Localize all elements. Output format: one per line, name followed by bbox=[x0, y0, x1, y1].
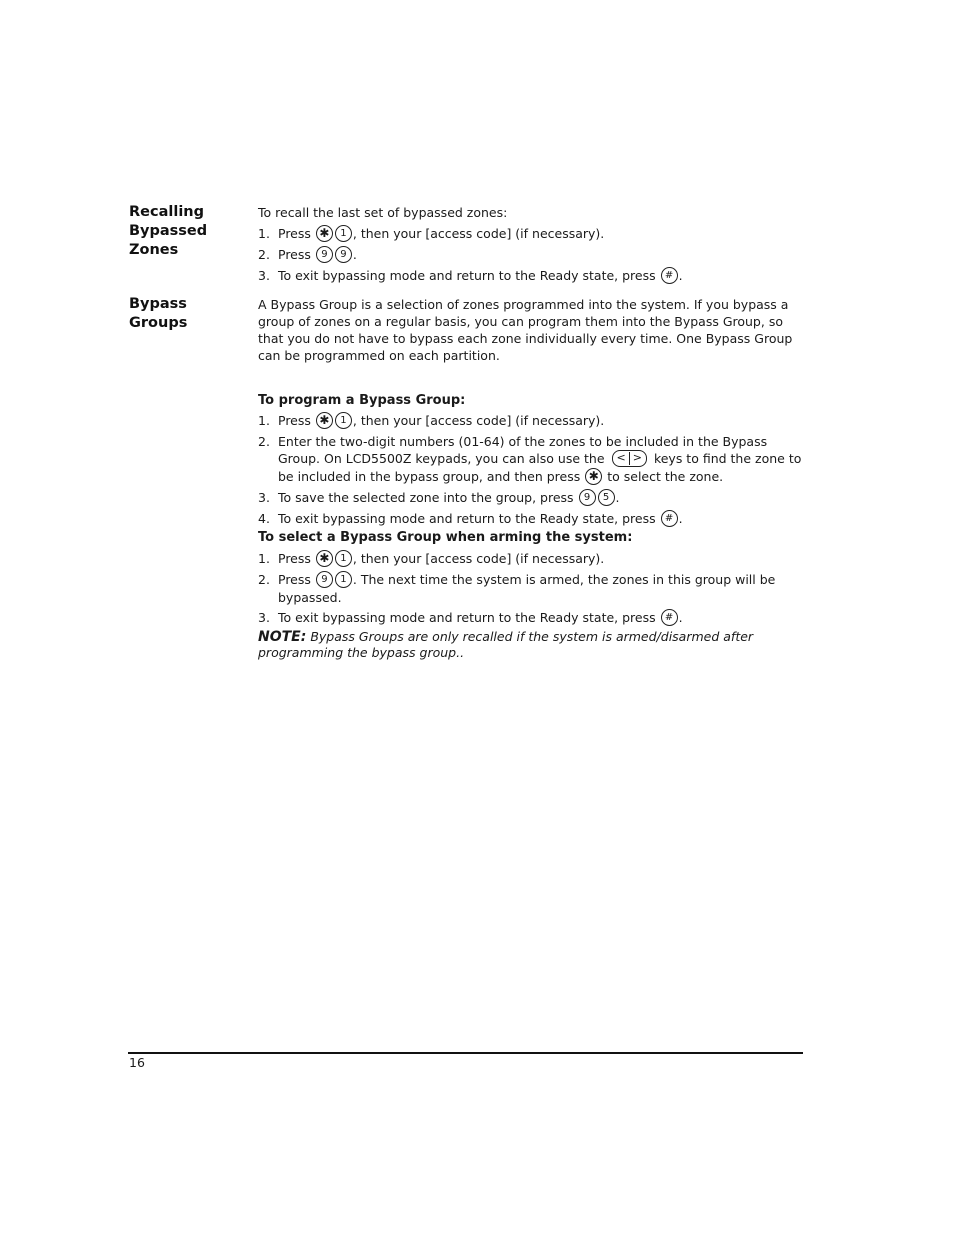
step-text: . bbox=[678, 268, 683, 283]
nine-key-icon: 9 bbox=[579, 489, 596, 506]
step-text: . bbox=[615, 490, 620, 505]
step-text: , then your [access code] (if necessary). bbox=[352, 551, 605, 566]
heading-line: Zones bbox=[129, 242, 179, 258]
bypass-groups-description bbox=[258, 296, 803, 364]
star-key-icon: ✱ bbox=[585, 468, 602, 485]
note-text: Bypass Groups are only recalled if the system is armed/disarmed after programming the bypass group.. bbox=[258, 629, 754, 660]
one-key-icon: 1 bbox=[335, 412, 352, 429]
list-item bbox=[258, 433, 803, 486]
recalling-content bbox=[258, 204, 803, 288]
step-number: 1. bbox=[258, 226, 270, 241]
one-key-icon: 1 bbox=[335, 550, 352, 567]
right-arrow-icon: > bbox=[632, 451, 642, 464]
step-text: . bbox=[352, 247, 357, 262]
list-item bbox=[258, 267, 803, 285]
recalling-intro: To recall the last set of bypassed zones: bbox=[258, 205, 508, 220]
step-number: 3. bbox=[258, 490, 270, 505]
left-arrow-icon: < bbox=[616, 451, 626, 464]
select-group-steps bbox=[258, 550, 803, 627]
select-group-heading: To select a Bypass Group when arming the system: bbox=[258, 530, 633, 545]
program-group-content bbox=[258, 412, 803, 531]
footer-divider bbox=[128, 1052, 803, 1054]
step-text: . bbox=[678, 610, 683, 625]
step-number: 2. bbox=[258, 434, 270, 449]
step-number: 2. bbox=[258, 247, 270, 262]
nine-key-icon: 9 bbox=[316, 571, 333, 588]
list-item bbox=[258, 550, 803, 568]
heading-line: Recalling bbox=[129, 204, 204, 220]
section-heading-bypass-groups bbox=[129, 295, 239, 333]
program-group-heading: To program a Bypass Group: bbox=[258, 393, 466, 408]
heading-line: Bypass bbox=[129, 296, 187, 312]
list-item bbox=[258, 225, 803, 243]
step-text: To save the selected zone into the group, press bbox=[278, 490, 574, 505]
hash-key-icon: # bbox=[661, 267, 678, 284]
five-key-icon: 5 bbox=[598, 489, 615, 506]
step-text: . The next time the system is armed, the zones in this group will be bypassed. bbox=[278, 572, 776, 605]
step-text: Press bbox=[278, 226, 311, 241]
step-number: 2. bbox=[258, 572, 270, 587]
step-number: 4. bbox=[258, 511, 270, 526]
step-text: Press bbox=[278, 413, 311, 428]
step-text: to select the zone. bbox=[607, 469, 724, 484]
list-item bbox=[258, 412, 803, 430]
note-block bbox=[258, 629, 803, 661]
step-text: Enter the two-digit numbers (01-64) of the zones to be included in the Bypass Group. On LCD5500Z keypads, you can also use the bbox=[278, 434, 768, 466]
heading-line: Bypassed bbox=[129, 223, 208, 239]
list-item bbox=[258, 246, 803, 264]
step-number: 1. bbox=[258, 551, 270, 566]
step-text: keys to find the zone to be included in the bypass group, and then press bbox=[278, 451, 802, 484]
note-label: NOTE: bbox=[258, 629, 307, 645]
nine-key-icon: 9 bbox=[335, 246, 352, 263]
step-number: 1. bbox=[258, 413, 270, 428]
program-group-steps bbox=[258, 412, 803, 528]
step-number: 3. bbox=[258, 268, 270, 283]
step-text: Press bbox=[278, 247, 311, 262]
section-heading-recalling-bypassed-zones bbox=[129, 203, 239, 260]
nine-key-icon: 9 bbox=[316, 246, 333, 263]
list-item bbox=[258, 510, 803, 528]
star-key-icon: ✱ bbox=[316, 412, 333, 429]
list-item bbox=[258, 609, 803, 627]
step-text: Press bbox=[278, 572, 311, 587]
page-number: 16 bbox=[129, 1055, 145, 1070]
star-key-icon: ✱ bbox=[316, 225, 333, 242]
recalling-steps bbox=[258, 225, 803, 285]
step-text: Press bbox=[278, 551, 311, 566]
step-text: , then your [access code] (if necessary). bbox=[352, 413, 605, 428]
heading-line: Groups bbox=[129, 315, 188, 331]
description-paragraph: A Bypass Group is a selection of zones programmed into the system. If you bypass a group of zones on a regular basis, you can program them into the Bypass Group, so that you do not have to bypass each zone individually every time. One Bypass Group can be programmed on each partition. bbox=[258, 297, 793, 363]
step-text: , then your [access code] (if necessary). bbox=[352, 226, 605, 241]
one-key-icon: 1 bbox=[335, 571, 352, 588]
step-number: 3. bbox=[258, 610, 270, 625]
arrow-keys-icon bbox=[612, 450, 647, 467]
hash-key-icon: # bbox=[661, 609, 678, 626]
list-item bbox=[258, 571, 803, 606]
star-key-icon: ✱ bbox=[316, 550, 333, 567]
step-text: To exit bypassing mode and return to the Ready state, press bbox=[278, 268, 656, 283]
select-group-content bbox=[258, 550, 803, 630]
step-text: . bbox=[678, 511, 683, 526]
step-text: To exit bypassing mode and return to the Ready state, press bbox=[278, 511, 656, 526]
list-item bbox=[258, 489, 803, 507]
step-text: To exit bypassing mode and return to the Ready state, press bbox=[278, 610, 656, 625]
hash-key-icon: # bbox=[661, 510, 678, 527]
one-key-icon: 1 bbox=[335, 225, 352, 242]
